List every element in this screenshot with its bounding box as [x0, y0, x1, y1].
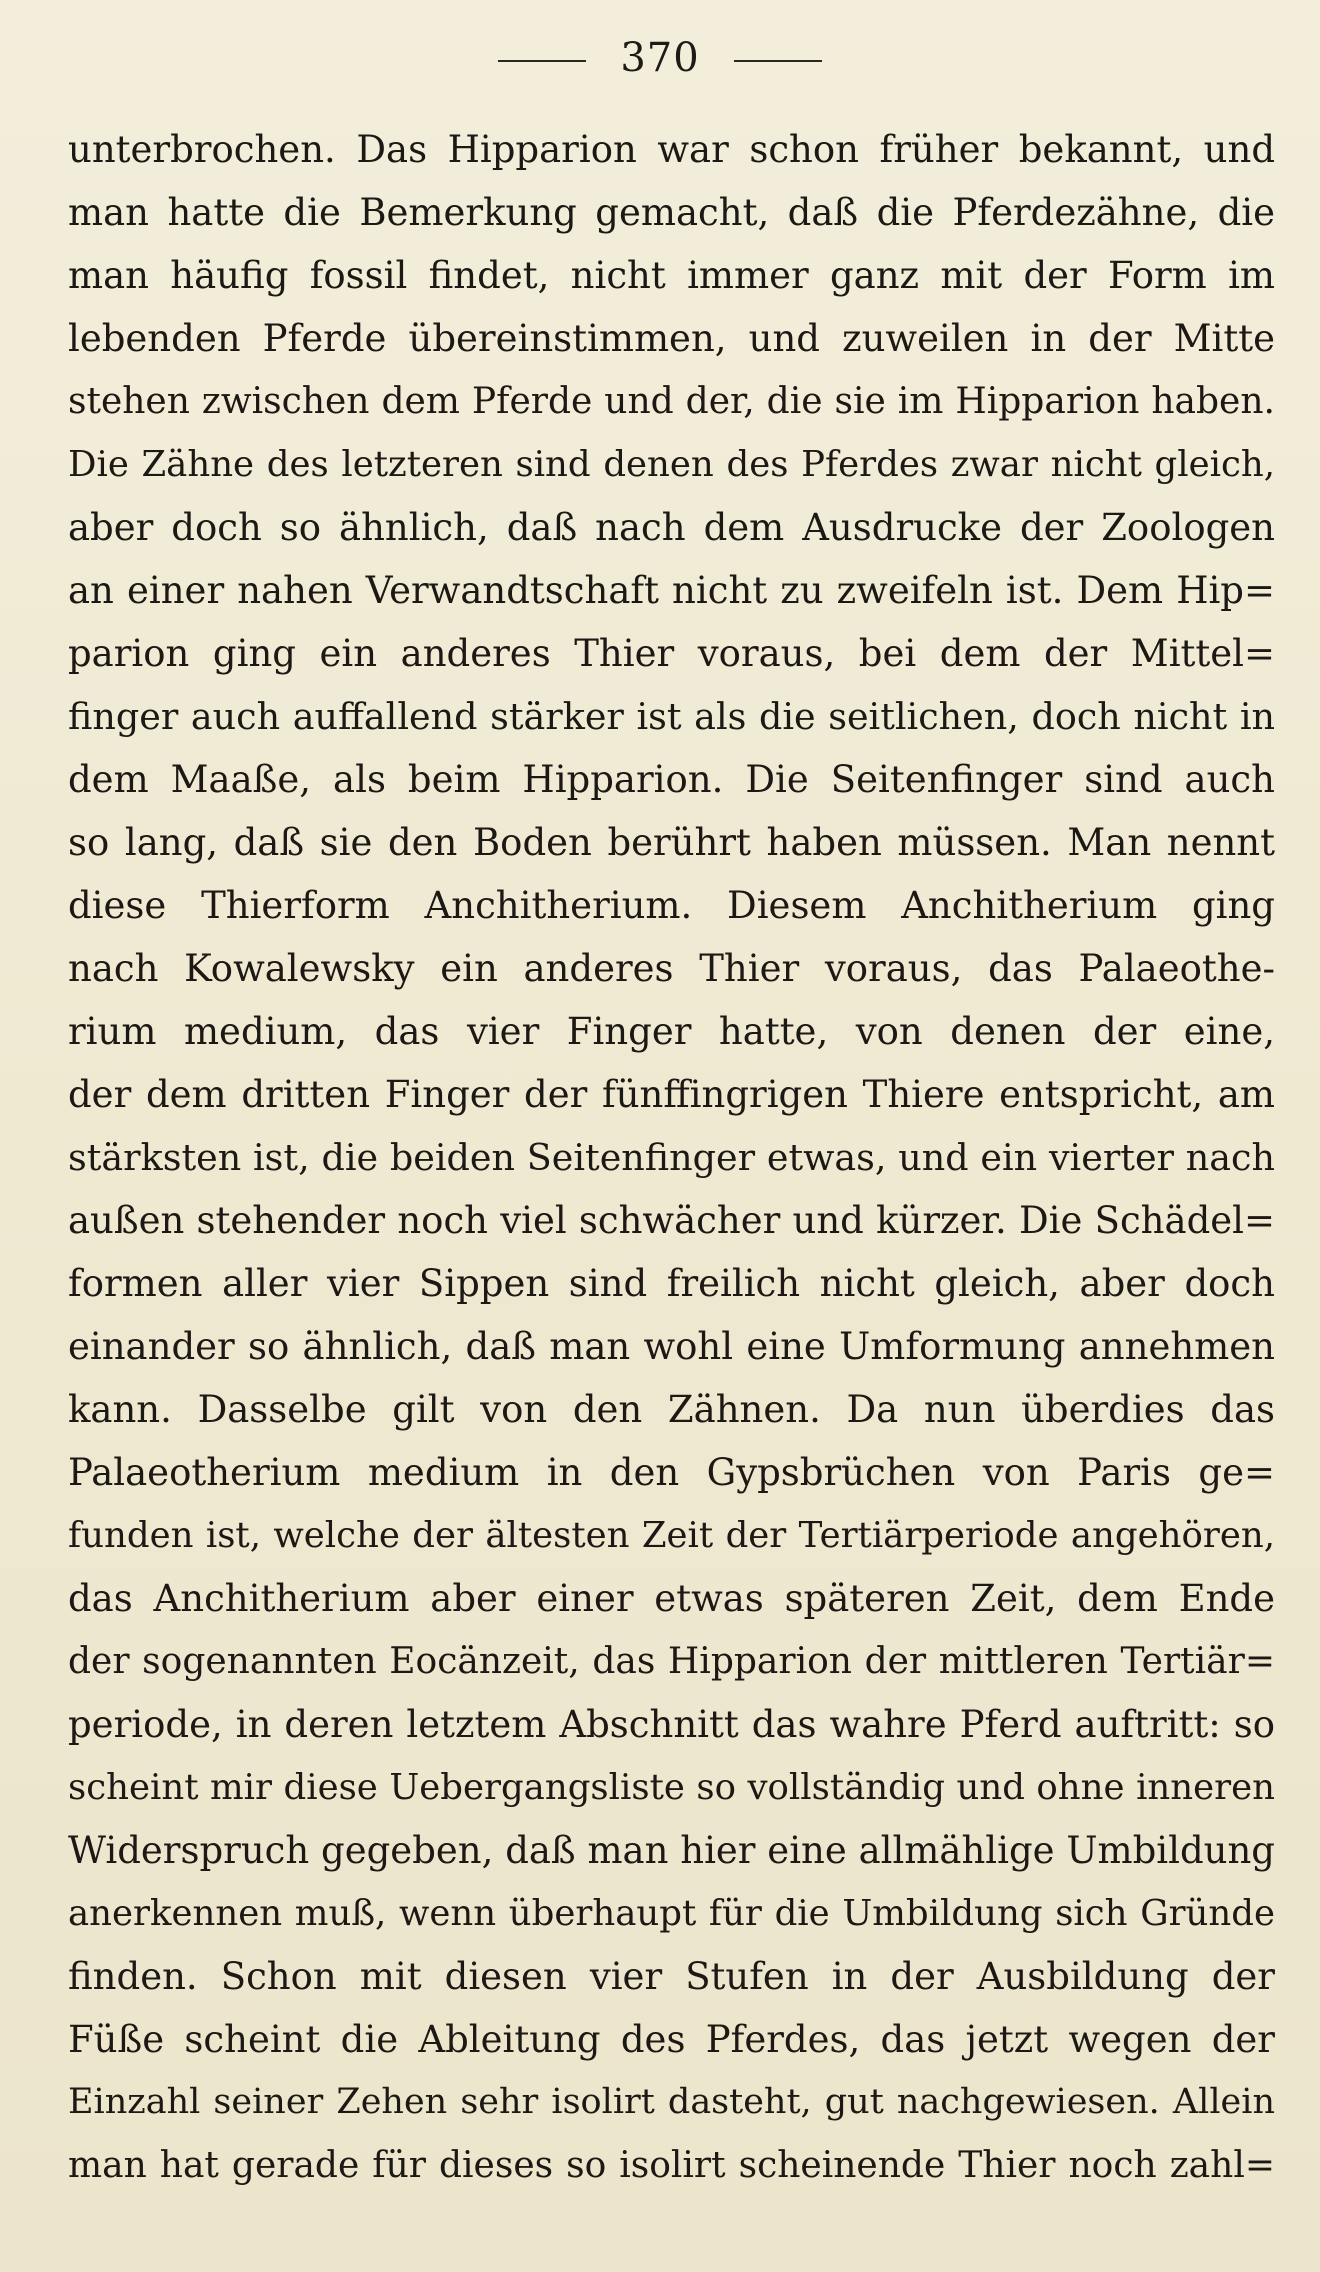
text-line: kann. Dasselbe gilt von den Zähnen. Da nun überdies das: [68, 1388, 1275, 1431]
header-rule-right: [734, 60, 822, 62]
text-line: Füße scheint die Ableitung des Pferdes, das jetzt wegen der: [68, 2018, 1275, 2061]
text-line: funden ist, welche der ältesten Zeit der Tertiärperiode angehören,: [68, 1515, 1275, 1556]
text-line: an einer nahen Verwandtschaft nicht zu zweifeln ist. Dem Hip=: [68, 569, 1275, 612]
text-line: stärksten ist, die beiden Seitenfinger etwas, und ein vierter nach: [68, 1136, 1275, 1179]
text-line: außen stehender noch viel schwächer und kürzer. Die Schädel=: [68, 1199, 1275, 1242]
text-line: man hat gerade für dieses so isolirt scheinende Thier noch zahl=: [68, 2145, 1275, 2186]
text-line: Widerspruch gegeben, daß man hier eine allmählige Umbildung: [68, 1829, 1275, 1872]
text-line: rium medium, das vier Finger hatte, von denen der eine,: [68, 1010, 1275, 1053]
text-line: unterbrochen. Das Hipparion war schon früher bekannt, und: [68, 128, 1275, 171]
text-line: formen aller vier Sippen sind freilich nicht gleich, aber doch: [68, 1262, 1275, 1305]
text-line: stehen zwischen dem Pferde und der, die sie im Hipparion haben.: [68, 381, 1275, 422]
header-rule-left: [498, 60, 586, 62]
text-line: finden. Schon mit diesen vier Stufen in der Ausbildung der: [68, 1955, 1275, 1998]
page-number: 370: [620, 35, 700, 81]
body-text: [68, 118, 1275, 2197]
text-line: der sogenannten Eocänzeit, das Hipparion der mittleren Tertiär=: [68, 1641, 1275, 1682]
text-line: nach Kowalewsky ein anderes Thier voraus, das Palaeothe-: [68, 947, 1275, 990]
text-line: finger auch auffallend stärker ist als die seitlichen, doch nicht in: [68, 695, 1275, 738]
text-line: man häufig fossil findet, nicht immer ganz mit der Form im: [68, 254, 1275, 297]
text-line: Einzahl seiner Zehen sehr isolirt dasteht, gut nachgewiesen. Allein: [68, 2082, 1275, 2122]
text-line: Palaeotherium medium in den Gypsbrüchen von Paris ge=: [68, 1451, 1275, 1494]
page-header: [0, 28, 1320, 88]
text-line: der dem dritten Finger der fünffingrigen Thiere entspricht, am: [68, 1073, 1275, 1116]
text-line: einander so ähnlich, daß man wohl eine Umformung annehmen: [68, 1325, 1275, 1368]
text-line: parion ging ein anderes Thier voraus, bei dem der Mittel=: [68, 632, 1275, 675]
text-line: man hatte die Bemerkung gemacht, daß die Pferdezähne, die: [68, 191, 1275, 234]
text-line: aber doch so ähnlich, daß nach dem Ausdrucke der Zoologen: [68, 506, 1275, 549]
text-line: Die Zähne des letzteren sind denen des Pferdes zwar nicht gleich,: [68, 444, 1275, 485]
text-line: lebenden Pferde übereinstimmen, und zuweilen in der Mitte: [68, 317, 1275, 360]
text-line: das Anchitherium aber einer etwas späteren Zeit, dem Ende: [68, 1577, 1275, 1620]
text-line: scheint mir diese Uebergangsliste so vollständig und ohne inneren: [68, 1767, 1275, 1808]
text-line: so lang, daß sie den Boden berührt haben müssen. Man nennt: [68, 821, 1275, 864]
text-line: anerkennen muß, wenn überhaupt für die Umbildung sich Gründe: [68, 1893, 1275, 1934]
text-line: periode, in deren letztem Abschnitt das wahre Pferd auftritt: so: [68, 1703, 1275, 1746]
text-line: dem Maaße, als beim Hipparion. Die Seitenfinger sind auch: [68, 758, 1275, 801]
text-line: diese Thierform Anchitherium. Diesem Anchitherium ging: [68, 884, 1275, 927]
